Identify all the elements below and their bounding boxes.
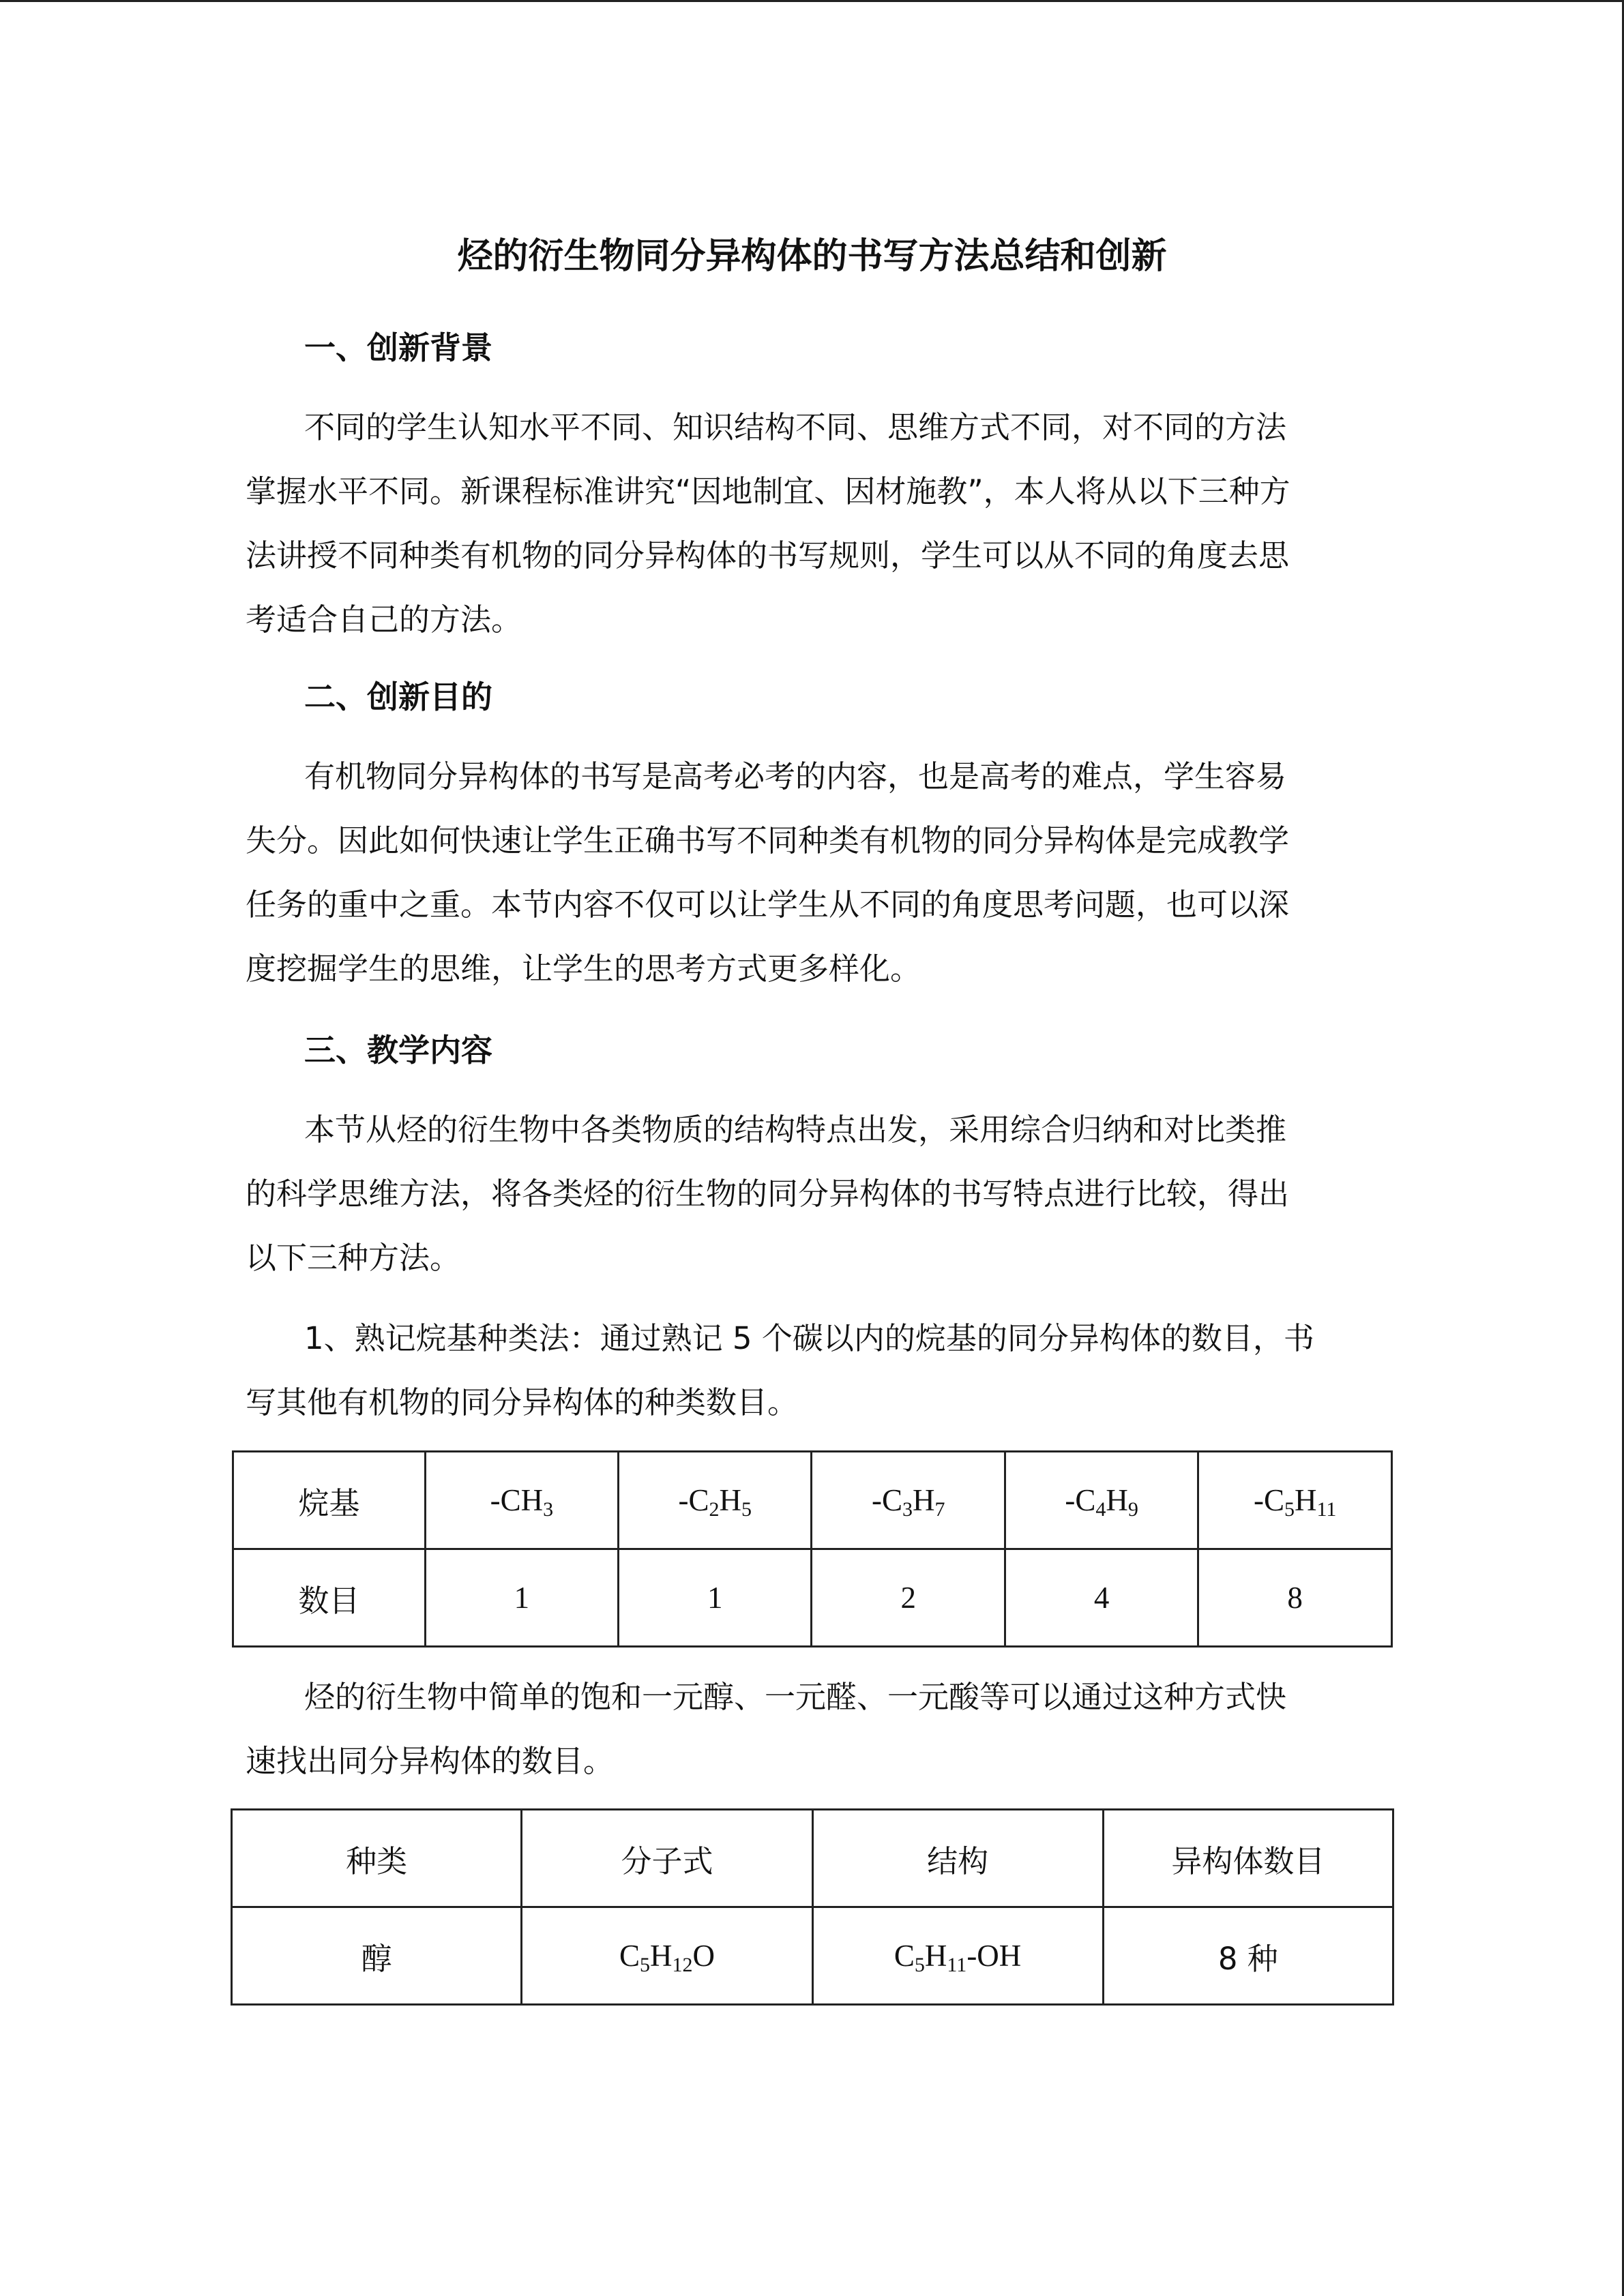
alkyl-mid: H <box>1294 1483 1317 1517</box>
table-header-row <box>232 1810 1393 1907</box>
table-row-header: 数目 <box>233 1549 426 1647</box>
section-paragraph-background <box>246 396 1371 652</box>
formula-sub: 5 <box>639 1954 650 1976</box>
table-header-cell: 分子式 <box>522 1810 812 1907</box>
alkyl-base: -C <box>678 1483 709 1517</box>
paragraph-line: 以下三种方法。 <box>246 1240 461 1276</box>
alkyl-sub: 11 <box>1316 1498 1337 1521</box>
section-paragraph-purpose <box>246 745 1371 1001</box>
section-heading-purpose: 二、创新目的 <box>304 679 492 715</box>
structure-cell <box>812 1907 1103 2005</box>
paragraph-line: 速找出同分异构体的数目。 <box>246 1743 615 1779</box>
count-cell: 1 <box>425 1549 618 1647</box>
alkyl-cell <box>1005 1452 1198 1549</box>
count-cell: 4 <box>1005 1549 1198 1647</box>
paragraph-line: 1、熟记烷基种类法：通过熟记 5 个碳以内的烷基的同分异构体的数目，书 <box>304 1320 1314 1356</box>
table-header-cell: 种类 <box>232 1810 522 1907</box>
formula-part: O <box>692 1939 715 1973</box>
alkyl-cell <box>425 1452 618 1549</box>
alkyl-base: -CH <box>490 1483 544 1517</box>
alkyl-sub: 5 <box>1284 1498 1295 1521</box>
paragraph-line: 失分。因此如何快速让学生正确书写不同种类有机物的同分异构体是完成教学 <box>246 822 1290 859</box>
isomer-example-table <box>231 1808 1394 2006</box>
document-title: 烃的衍生物同分异构体的书写方法总结和创新 <box>457 236 1167 277</box>
alkyl-sub: 3 <box>902 1498 913 1521</box>
alkyl-cell <box>1198 1452 1392 1549</box>
alkyl-sub: 9 <box>1127 1498 1138 1521</box>
kind-cell: 醇 <box>232 1907 522 2005</box>
alkyl-sub: 4 <box>1095 1498 1106 1521</box>
table-row <box>232 1907 1393 2005</box>
section-paragraph-content <box>246 1098 1371 1290</box>
paragraph-line: 写其他有机物的同分异构体的种类数目。 <box>246 1384 799 1420</box>
count-cell: 1 <box>619 1549 812 1647</box>
paragraph-line: 的科学思维方法，将各类烃的衍生物的同分异构体的书写特点进行比较，得出 <box>246 1176 1290 1212</box>
paragraph-line: 不同的学生认知水平不同、知识结构不同、思维方式不同，对不同的方法 <box>304 409 1287 445</box>
alkyl-base: -C <box>871 1483 902 1517</box>
isomer-count-cell: 8 种 <box>1103 1907 1393 2005</box>
formula-part: C <box>619 1939 640 1973</box>
alkyl-sub: 2 <box>709 1498 720 1521</box>
count-cell: 8 <box>1198 1549 1392 1647</box>
paragraph-line: 法讲授不同种类有机物的同分异构体的书写规则，学生可以从不同的角度去思 <box>246 537 1290 573</box>
section-heading-background: 一、创新背景 <box>304 329 492 366</box>
alkyl-cell <box>619 1452 812 1549</box>
paragraph-line: 本节从烃的衍生物中各类物质的结构特点出发，采用综合归纳和对比类推 <box>304 1112 1287 1148</box>
structure-sub: 11 <box>947 1954 967 1976</box>
paragraph-line: 烃的衍生物中简单的饱和一元醇、一元醛、一元酸等可以通过这种方式快 <box>304 1679 1287 1715</box>
alkyl-mid: H <box>1106 1483 1128 1517</box>
table-row-header: 烷基 <box>233 1452 426 1549</box>
alkyl-sub: 7 <box>934 1498 945 1521</box>
formula-part: H <box>649 1939 673 1973</box>
section-heading-content: 三、教学内容 <box>304 1032 492 1069</box>
alkyl-count-table <box>232 1450 1393 1648</box>
paragraph-line: 任务的重中之重。本节内容不仅可以让学生从不同的角度思考问题，也可以深 <box>246 886 1290 923</box>
table-header-cell: 结构 <box>812 1810 1103 1907</box>
table-header-cell: 异构体数目 <box>1103 1810 1393 1907</box>
table-row <box>233 1452 1392 1549</box>
alkyl-mid: H <box>719 1483 742 1517</box>
alkyl-base: -C <box>1065 1483 1096 1517</box>
paragraph-line: 考适合自己的方法。 <box>246 601 522 638</box>
structure-part: C <box>894 1939 915 1973</box>
alkyl-cell <box>812 1452 1005 1549</box>
structure-sub: 5 <box>914 1954 925 1976</box>
formula-cell <box>522 1907 812 2005</box>
alkyl-sub: 5 <box>741 1498 752 1521</box>
formula-sub: 12 <box>672 1954 693 1976</box>
alkyl-sub: 3 <box>543 1498 554 1521</box>
paragraph-line: 掌握水平不同。新课程标准讲究“因地制宜、因材施教”，本人将从以下三种方 <box>246 473 1290 509</box>
count-cell: 2 <box>812 1549 1005 1647</box>
table-row <box>233 1549 1392 1647</box>
paragraph-line: 度挖掘学生的思维，让学生的思考方式更多样化。 <box>246 951 921 987</box>
alkyl-mid: H <box>912 1483 935 1517</box>
method1-paragraph <box>246 1307 1371 1435</box>
method1-note-paragraph <box>246 1665 1371 1793</box>
paragraph-line: 有机物同分异构体的书写是高考必考的内容，也是高考的难点，学生容易 <box>304 758 1287 794</box>
alkyl-base: -C <box>1253 1483 1284 1517</box>
structure-part: H <box>924 1939 947 1973</box>
structure-part: -OH <box>966 1939 1022 1973</box>
